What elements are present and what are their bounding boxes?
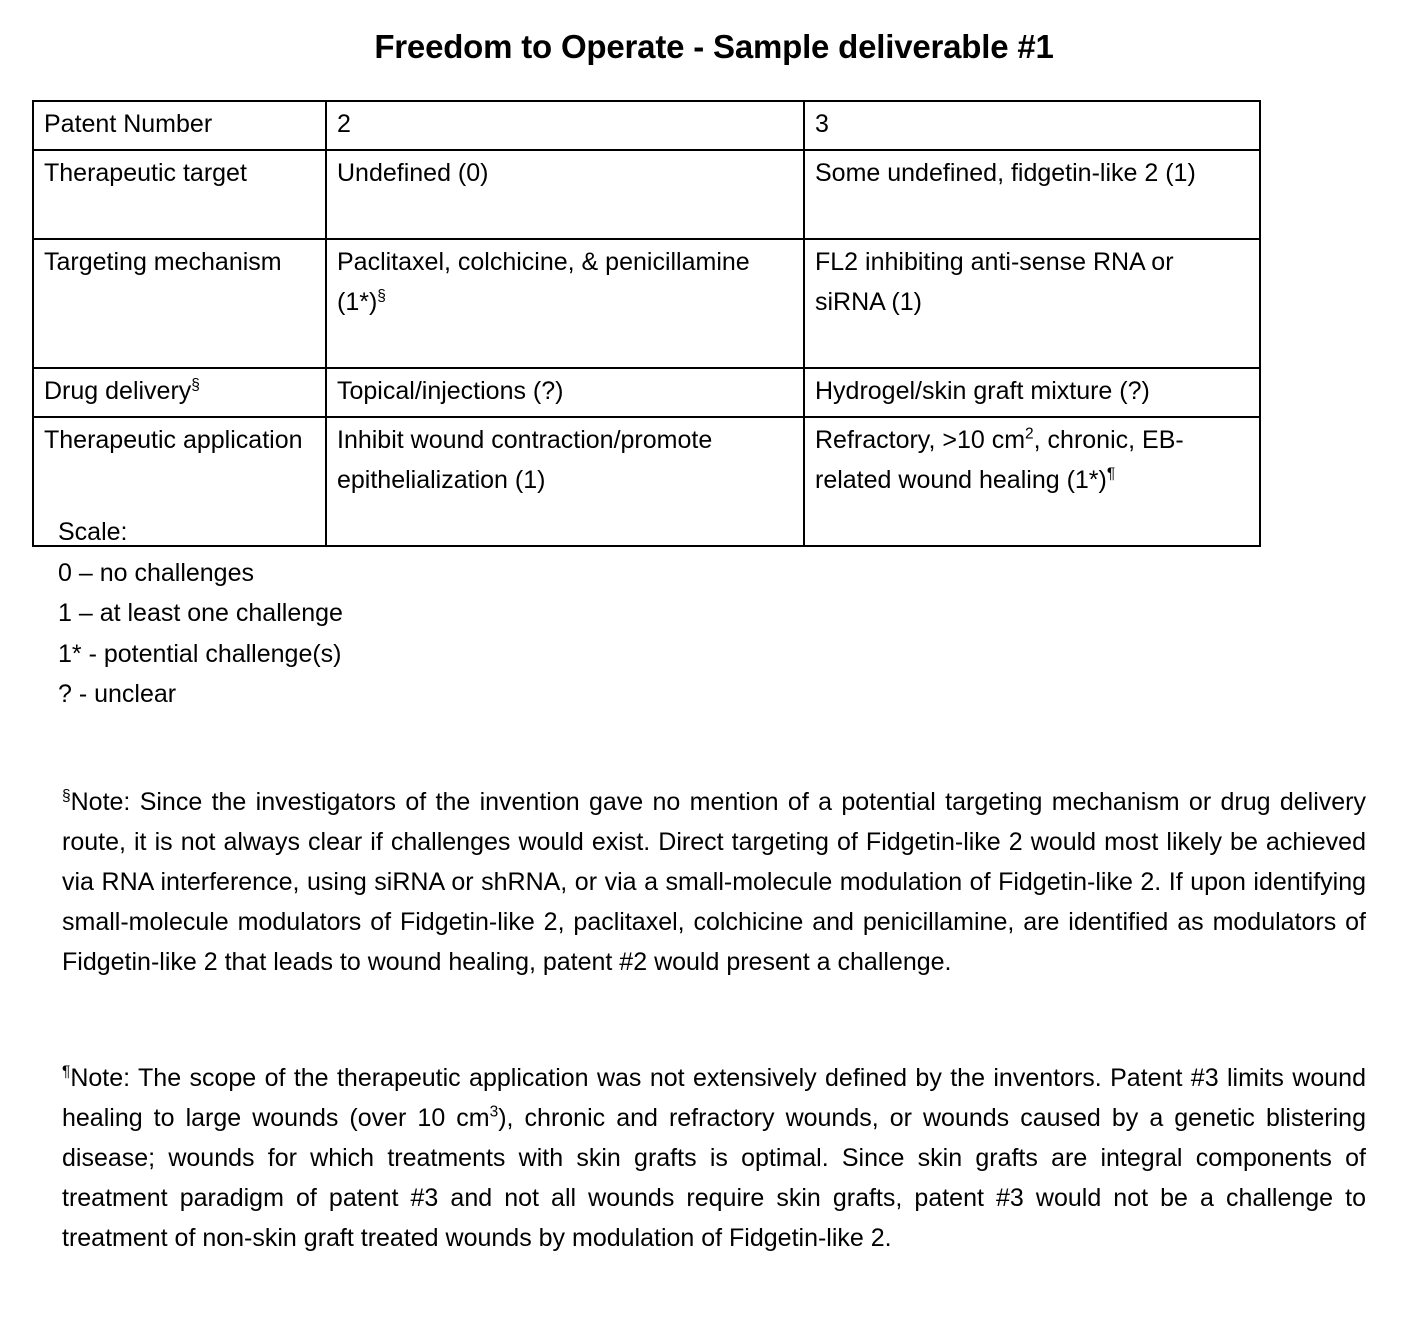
cell-therapeutic-target-patent-3: Some undefined, fidgetin-like 2 (1) xyxy=(804,150,1260,239)
patent-comparison-table xyxy=(32,100,1261,547)
table-row xyxy=(33,150,1260,239)
cell-drug-delivery-patent-2: Topical/injections (?) xyxy=(326,368,804,417)
header-cell-patent-3: 3 xyxy=(804,101,1260,150)
cell-therapeutic-application-patent-3 xyxy=(804,417,1260,547)
scale-legend xyxy=(58,512,343,715)
row-label-drug-delivery xyxy=(33,368,326,417)
superscript-square: 2 xyxy=(1025,425,1034,443)
row-label-targeting-mechanism: Targeting mechanism xyxy=(33,239,326,369)
scale-item-0: 0 – no challenges xyxy=(58,558,254,587)
footnote-pilcrow-text-post: ), chronic and refractory wounds, or wounds caused by a genetic blistering disease; wounds for which treatments with skin grafts is optimal. Since skin grafts are integral components of treatment paradigm of patent #3 and not all wounds require skin grafts, patent #3 would not be a challenge to treatment of non-skin graft treated wounds by modulation of Fidgetin-like 2. xyxy=(62,1104,1366,1252)
row-label-therapeutic-application: Therapeutic application xyxy=(33,417,326,547)
header-cell-label: Patent Number xyxy=(33,101,326,150)
footnote-section xyxy=(62,782,1366,982)
footnote-marker-section: § xyxy=(377,287,386,305)
table-header-row xyxy=(33,101,1260,150)
cell-therapeutic-target-patent-2: Undefined (0) xyxy=(326,150,804,239)
footnote-marker-section: § xyxy=(62,787,71,805)
scale-item-2: 1* - potential challenge(s) xyxy=(58,639,342,668)
footnote-pilcrow-text-pre: Note: The scope of the therapeutic application was not extensively defined by the inventors. Patent #3 limits wound healing to large wounds (over 10 cm xyxy=(62,1064,1366,1132)
footnote-pilcrow xyxy=(62,1058,1366,1258)
footnote-marker-pilcrow: ¶ xyxy=(62,1063,71,1081)
scale-heading: Scale: xyxy=(58,518,128,546)
cell-targeting-mechanism-patent-3: FL2 inhibiting anti-sense RNA or siRNA (1) xyxy=(804,239,1260,369)
cell-therapeutic-application-patent-2: Inhibit wound contraction/promote epithelialization (1) xyxy=(326,417,804,547)
footnote-section-text: Note: Since the investigators of the invention gave no mention of a potential targeting mechanism or drug delivery route, it is not always clear if challenges would exist. Direct targeting of Fidgetin-like 2 would most likely be achieved via RNA interference, using siRNA or shRNA, or via a small-molecule modulation of Fidgetin-like 2. If upon identifying small-molecule modulators of Fidgetin-like 2, paclitaxel, colchicine and penicillamine, are identified as modulators of Fidgetin-like 2 that leads to wound healing, patent #2 would present a challenge. xyxy=(62,788,1366,976)
cell-text-pre: Refractory, >10 cm xyxy=(815,425,1026,454)
row-label-therapeutic-target: Therapeutic target xyxy=(33,150,326,239)
footnote-marker-section: § xyxy=(191,376,200,394)
cell-text: Paclitaxel, colchicine, & penicillamine (1*) xyxy=(337,247,750,316)
superscript-cube: 3 xyxy=(489,1103,499,1121)
scale-item-1: 1 – at least one challenge xyxy=(58,599,343,627)
cell-drug-delivery-patent-3: Hydrogel/skin graft mixture (?) xyxy=(804,368,1260,417)
cell-targeting-mechanism-patent-2 xyxy=(326,239,804,369)
table-row xyxy=(33,239,1260,369)
scale-item-3: ? - unclear xyxy=(58,680,177,708)
header-cell-patent-2: 2 xyxy=(326,101,804,150)
cell-text-post: , chronic, EB-related wound healing (1*) xyxy=(815,425,1184,494)
row-label-text: Drug delivery xyxy=(44,377,192,405)
footnote-marker-pilcrow: ¶ xyxy=(1106,465,1116,483)
page-title: Freedom to Operate - Sample deliverable #1 xyxy=(374,28,1054,65)
table-row xyxy=(33,368,1260,417)
